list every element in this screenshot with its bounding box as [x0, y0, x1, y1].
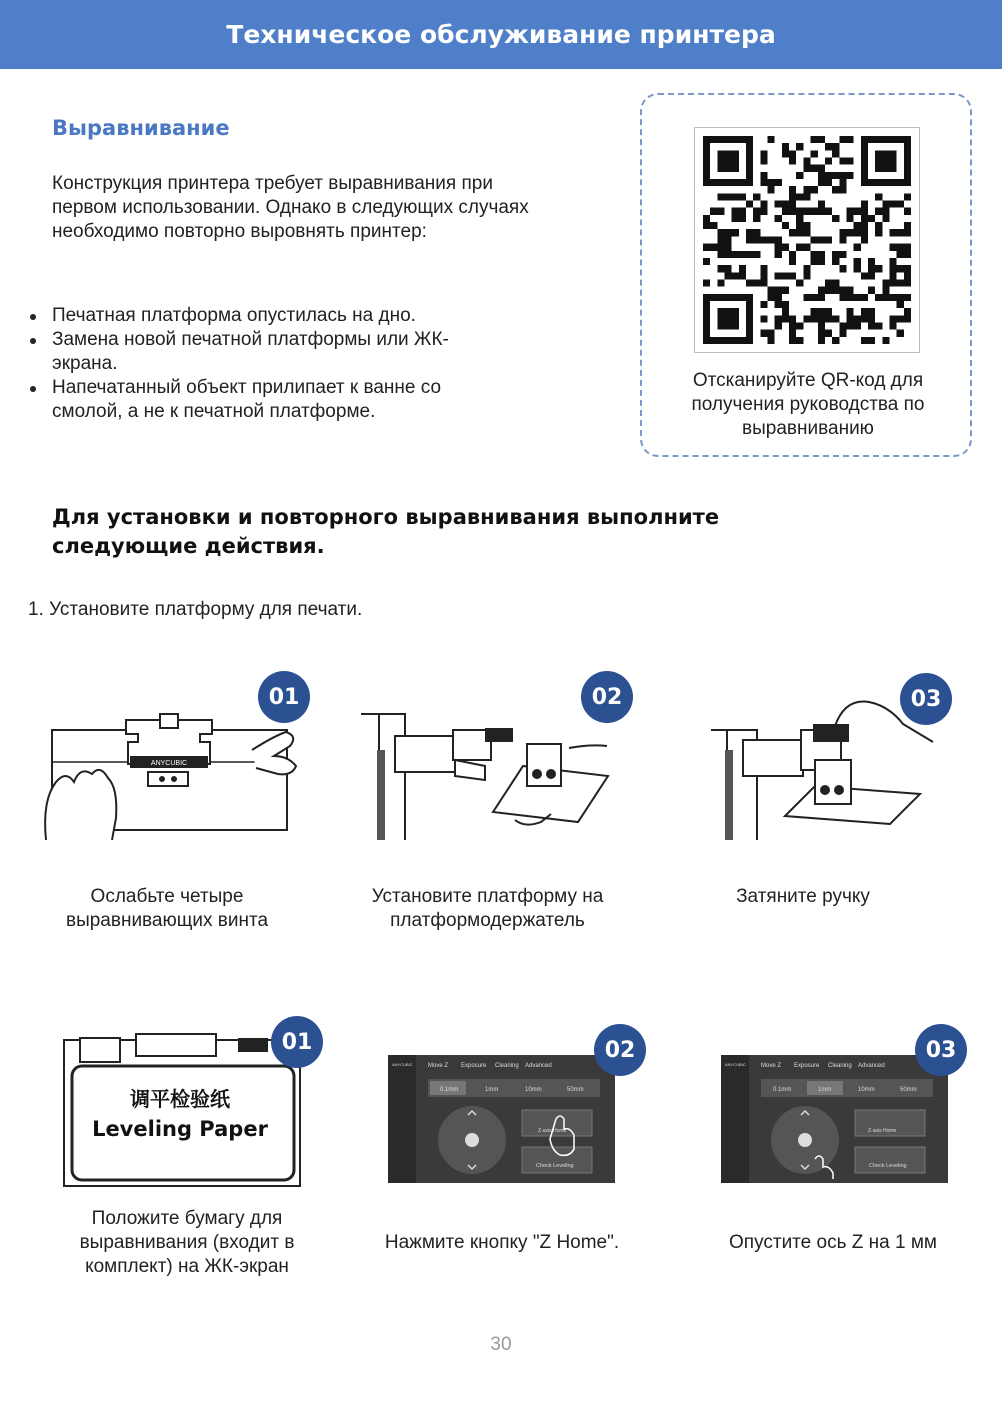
svg-text:ANYCUBIC: ANYCUBIC	[725, 1062, 746, 1067]
caption-z-home: Нажмите кнопку "Z Home".	[384, 1232, 620, 1253]
touchscreen-lower-z	[721, 1055, 948, 1183]
brand-label: ANYCUBIC	[150, 760, 188, 767]
step-badge: 03	[915, 1024, 967, 1076]
svg-text:0.1mm: 0.1mm	[440, 1087, 459, 1093]
svg-text:10mm: 10mm	[858, 1087, 875, 1093]
svg-text:Advanced: Advanced	[525, 1063, 552, 1069]
step-1-text: 1. Установите платформу для печати.	[28, 599, 363, 620]
svg-text:ANYCUBIC: ANYCUBIC	[392, 1062, 413, 1067]
svg-text:Cleaning: Cleaning	[828, 1063, 852, 1069]
list-item: Напечатанный объект прилипает к ванне со смолой, а не к печатной платформе.	[30, 376, 510, 424]
illustration-leveling-paper	[60, 1030, 305, 1190]
caption-tighten-knob: Затяните ручку	[736, 886, 870, 907]
page-header	[0, 0, 1002, 69]
paper-label-en: Leveling Paper	[92, 1117, 268, 1141]
header-title: Техническое обслуживание принтера	[226, 20, 776, 49]
page-number: 30	[490, 1334, 512, 1355]
svg-text:Advanced: Advanced	[858, 1063, 885, 1069]
list-item: Замена новой печатной платформы или ЖК-экрана.	[30, 328, 510, 376]
touchscreen-z-home	[388, 1055, 615, 1183]
step-badge: 02	[581, 671, 633, 723]
instructions-heading: Для установки и повторного выравнивания выполните следующие действия.	[52, 505, 720, 558]
svg-text:50mm: 50mm	[567, 1087, 584, 1093]
svg-text:Exposure: Exposure	[461, 1063, 487, 1069]
qr-panel	[640, 93, 972, 457]
svg-text:1mm: 1mm	[485, 1087, 499, 1093]
step-badge: 03	[900, 673, 952, 725]
leveling-cases-list	[30, 304, 510, 424]
svg-text:1mm: 1mm	[818, 1087, 832, 1093]
list-item: Печатная платформа опустилась на дно.	[30, 304, 510, 328]
caption-install-platform: Установите платформу на платформодержатель	[371, 886, 604, 931]
section-title-leveling: Выравнивание	[52, 116, 230, 140]
qr-code[interactable]	[694, 127, 920, 353]
step-badge: 01	[271, 1016, 323, 1068]
caption-leveling-paper: Положите бумагу для выравнивания (входит в комплект) на ЖК-экран	[79, 1208, 295, 1277]
svg-text:Move Z: Move Z	[761, 1063, 782, 1069]
qr-caption: Отсканируйте QR-код для получения руководства по выравниванию	[691, 370, 925, 439]
svg-text:Cleaning: Cleaning	[495, 1063, 519, 1069]
caption-lower-z: Опустите ось Z на 1 мм	[729, 1232, 937, 1253]
svg-text:Check Leveling: Check Leveling	[536, 1163, 574, 1169]
caption-loosen-screws: Ослабьте четыре выравнивающих винта	[65, 886, 269, 931]
svg-text:Z-axis Home: Z-axis Home	[868, 1128, 897, 1134]
step-badge: 02	[594, 1024, 646, 1076]
illustration-install-platform	[355, 700, 620, 850]
svg-text:10mm: 10mm	[525, 1087, 542, 1093]
svg-text:0.1mm: 0.1mm	[773, 1087, 792, 1093]
svg-text:Check Leveling: Check Leveling	[869, 1163, 907, 1169]
qr-code-graphic	[703, 136, 911, 344]
illustration-loosen-screws	[40, 700, 310, 850]
svg-text:Exposure: Exposure	[794, 1063, 820, 1069]
svg-text:Move Z: Move Z	[428, 1063, 449, 1069]
svg-text:Z-axis Home: Z-axis Home	[538, 1128, 567, 1134]
svg-text:50mm: 50mm	[900, 1087, 917, 1093]
leveling-intro: Конструкция принтера требует выравнивания при первом использовании. Однако в следующих случаях необходимо повторно выровнять принтер:	[52, 173, 529, 242]
step-badge: 01	[258, 671, 310, 723]
paper-label-cn: 调平检验纸	[130, 1087, 230, 1111]
